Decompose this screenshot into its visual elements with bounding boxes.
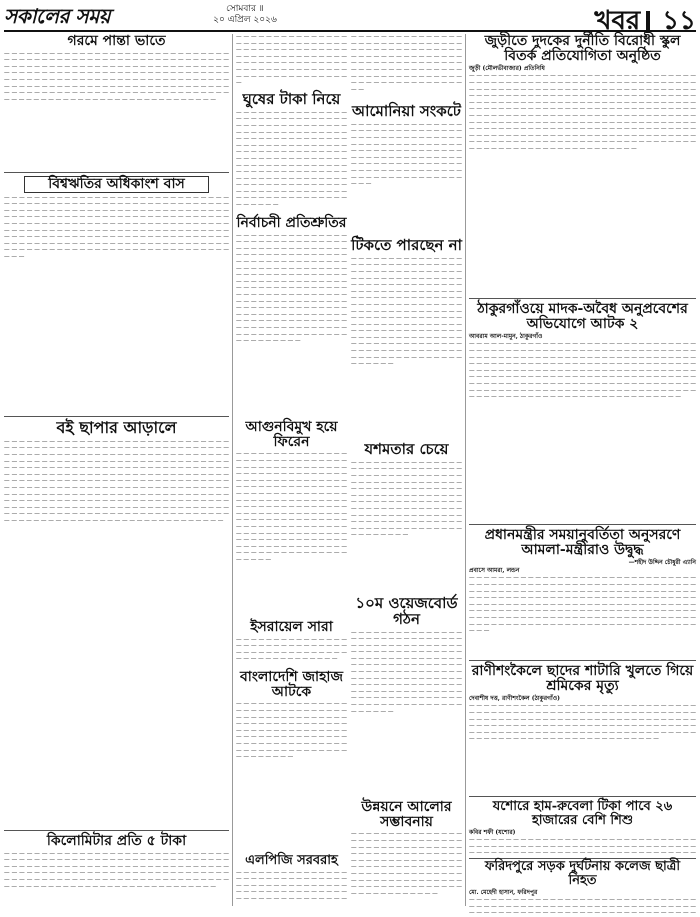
article bbox=[469, 859, 696, 910]
article-headline: আমোনিয়া সংকটে bbox=[352, 102, 461, 120]
article-byline: মো. মেহেদী হাসান, ফরিদপুর bbox=[469, 889, 538, 897]
article-headline: রাণীশংকৈলে ছাদের শাটারি খুলতে গিয়ে শ্রমিকের মৃত্যু bbox=[471, 663, 694, 694]
article bbox=[4, 420, 229, 826]
article bbox=[4, 34, 229, 170]
article bbox=[236, 216, 347, 416]
article-body: — — — — — — — — — — — — — — — — — — — — — — — — — — — — — — — — — — — — — — — — — — — — — — — — — — — — — — — — — — — — — — — — — — — — — — — — — — — — — — — — — — — — — — — — — — — — — — — — — — — — — — — — — — — — — — — — — — — — — — — — — — — — — — — — — — — — — — — — — — — — — — — — — — — — — — — — — — — — — — — — — — — — — — — — — — — — — — — — — — — — — — — — — — bbox=[351, 629, 462, 715]
article-headline: বাংলাদেশি জাহাজ আটকে bbox=[239, 669, 344, 700]
article-byline: দেবাশীষ দত্ত, রাণীশংকৈল (ঠাকুরগাঁও) bbox=[469, 695, 560, 703]
article-body: — — — — — — — — — — — — — — — — — — — — — — — — — — — — — — — — — — — — — — — — — — — — — — — — — — — — — — — — — — — — — — — — — — — — — — — — — — — — — — — — — — — — — — — — — — — — — — — — — — — — — — — — — — — — — — — — — — — — — — — — — — — — — — — — — — — — — — — — — — — — — — — — — — — — — — — — — — — — — — — — — — — — — — — — — — — — — — — — — — — — — — — — — — — — — — — — — — — — — — — — — — — — — — — — — — — — — — — — — — — — — — — — — — — — — — — — — — — — — — — — — — — — — — bbox=[351, 255, 462, 368]
article-body: — — — — — — — — — — — — — — — — — — — — — — — — — — — — — — — — — — — — — — — — — — — — — — — — — — — — — — — — — — — — — — — — — — — — — — — — — — — — — — — — — — — — — — — — — — — — — — — — — — — — — — — — — — — — — — — — — — — — — — — — — — — — — — — — — — — — — — — — — — — — — — — — — — — — — — — — — — — — — — — — — — — — — — — — — — — — — — — — — — — — — — — — — — — — — — — — — — — — — — — — — — — — — — — — — — — — — — — — — — — — — — — — — — — — — — — — — — — — — — — — — — — — — — — — — — — — — — — — — — — — — — — — — — — — — — — — — — — — — bbox=[469, 341, 696, 401]
article-body: — — — — — — — — — — — — — — — — — — — — — — — — — — — — — — — — — — — — — — — — — — — — — — — — — — — — — — — — — — — — — — — — — — — — — — — — — — — — — — — — — — — — — — — — — — — — — — — — — — — — — — — — — — — — — — — — — — — — — — — — — — — — — — — — — — — — — — — — — — bbox=[351, 121, 462, 188]
article-body: — — — — — — — — — — — — — — — — — — — — — — — — — — — — — — — — — — — — — — — — — — — — — — — — — — — — — — — — — — — — — — — — — — — — — — — — — — — — — — — — — — — — — — — — — — — — — — — — — — — — — — — — — — — — — — — — — — — — — — — — — — — — — — — — bbox=[236, 701, 347, 761]
section-divider bbox=[646, 11, 650, 33]
article-body: — — — — — — — — — — — — — — — — — — — — — — — — — — — — — — — — — — — — — — — — — — — — — — — — — — — — — — — — — — — — — — — — — — — — — — — — — — — — — — — — — — — — — — — — — — — — — — — — — — — — — — — — — — — — — — — — — — — — — — — — — — — — — — — — — — — — — — — — — — — — — — — — — — — — — — — — — — — — — — — — — — — — — — — — — — — — — — — — — — — — — — — — — — — — — — — — — — — — — — — — — — — — — — — — — — — — — — — — — — — — — — — — — — — — — — — — — — — — — — — — — — — — — — — — — — — — — — — — — — — — — — — — — — — — — — — — — — — — — — — — — — — — — — — — — — — — — — — — — — — — — — — — — — — — — — — — — — — — — — — — — — — — — — — — — — — — — — — — — — — — — — — — — — — — — — — — — — — — — — — — — — — — bbox=[469, 73, 696, 152]
article bbox=[351, 800, 462, 906]
page-number: ১১ bbox=[662, 6, 696, 36]
column-3 bbox=[469, 33, 696, 910]
article bbox=[236, 854, 347, 906]
article-body: — — — — — — — — — — — — — — — — — — — — — — — — — — — — — — — — — — — — — — — — — — — — — — — — — — — — — — — — — — — — — — — — — — — — — — — — — — — — — — — — — — — — — — — — — — — — — — — — — — — — — — — — — — — — — — — — — — — — — — — — — — — — — — — — — — — — — — — — — — — — — — — — — — — — — — — — — — — — — — — — — — — — — — — — — — — — — — — — — — — — — — — — — — — — — — — — — — — — — — — — — — — — — — — — — — — — — — — — — — — — — — — — — — — — — — — — — — — — — — — — — — — — — bbox=[236, 451, 347, 563]
article-headline: গরমে পান্তা ভাতে bbox=[67, 33, 166, 49]
article bbox=[236, 620, 347, 666]
article-headline: যশমতার চেয়ে bbox=[364, 440, 449, 458]
article-body: — — — — — — — — — — — — — — — — — — — — — — — — — — — — — — — — — — — — — — — — — — — — — — — — — — — — — — — — — — — — — — — — — — — — — — — — — — — — — — — — — — — — — — — — — — — — — — — — — — — — — — — — — — — — — — — — — — — — — — — — — — — — — — — — — — — — — — — — — — — — — — — — — — — — — — — — — — — — — — — — — — — — — — — — — — — — — bbox=[351, 459, 462, 539]
column-rule bbox=[232, 34, 233, 906]
article-separator bbox=[4, 830, 229, 831]
issue-day: সোমবার ॥ bbox=[226, 4, 264, 14]
article-body: — — — — — — — — — — — — — — — — — — — — — — — — — — — — — — — — — — — — — — — — — — — — — — — — — — — — — — — — — — — — — — — — — — — — — — — — — — — — — — — — — — — — — — — — — — — — — — — — — — — — — — — — — — — — — — — — — — — — — — — — — — — — — — — — — — — — — — — — — — — — — — — — — — — — — — — — — — — — — — — — — — — — — — — — — — — — — — — — — — — — — — — — — — — — — — — — — — — — — — — — — — — — — — — — — — — — — — — — — — — — — — — — — — — — — — — — — — — — — — — bbox=[4, 50, 229, 103]
article bbox=[469, 528, 696, 656]
article-headline: জুড়ীতে দুদকের দুর্নীতি বিরোধী স্কুল বিতর্ক প্রতিযোগিতা অনুষ্ঠিত bbox=[484, 33, 681, 64]
article-body: — — — — — — — — — — — — — — — — — — — — — — — — — — — — — — — — — — — — — — — — — — — — — — — — — — — — — — — — — — — — — — — — — — — — — — — — — — — — — — — — — — — — — — — — — — — — — — — — — — — — — — — — — — — — — — — — — — — — — — — — — — — — — — — — — — — — — — — — — — — — — — — — — — — — — — — — — — — — — — — — — — — — — — — — — — — — — — — — — — — bbox=[4, 850, 229, 890]
article-body: — — — — — — — — — — — — — — — — — — — — — — — — — — — — — — — — — — — — — — — — — — — — — — — — — — — — — — — — — — — — — — — — — — — — — — — — — — — — — — — — — — — — — — — — — — — — — — — — — — — — — — — — — — — — — — — — — — — — — — — — — — — — — — — — — — — — — — — — — — — — — — — — — — — — — — — — — — — — — — — — — — — — — — — — — — — — — — — — — — — — — bbox=[469, 703, 696, 743]
article-byline: কবির শফী (যশোর) bbox=[469, 829, 516, 837]
issue-date bbox=[200, 4, 290, 26]
article bbox=[469, 302, 696, 520]
article-headline: এলপিজি সরবরাহ bbox=[245, 853, 338, 868]
article-byline: প্রবাসে আমরা, লন্ডন bbox=[469, 567, 520, 575]
article bbox=[469, 664, 696, 792]
article-headline: বই ছাপার আড়ালে bbox=[56, 418, 177, 437]
article bbox=[236, 92, 347, 212]
section-name: খবর bbox=[594, 6, 641, 36]
column-2-right bbox=[351, 34, 462, 906]
article-body: — — — — — — — — — — — — — — — — — — — — — — — — — — — — — — — — — — — — — — — — — — — — — — — — — — — — — — — — — — — bbox=[236, 636, 347, 663]
article bbox=[4, 834, 229, 906]
article-body: — — — — — — — — — — — — — — — — — — — — — — — — — — — — — — — — — — — — — — — — — — — — — — — — — — — — — — — — — — — — — — — — — — — — — — — — — — — — — — — — — — — — — — — — — — — — — — — — — — — — — — — — — — — — — — — — — — — — — — — — — — — — — — — — — — — — — — — — — — — — — — — — — — — — — — — — — — — — — — — — — — — — — — — — — — — — — — — — — — — — — — — — — — — — — — — — — — — — — — — — — — — — — — — — — — — — — — — — bbox=[236, 109, 347, 209]
article-headline: যশোরে হাম-রুবেলা টিকা পাবে ২৬ হাজারের বেশি শিশু bbox=[492, 799, 673, 828]
article-headline: কিলোমিটার প্রতি ৫ টাকা bbox=[46, 833, 187, 849]
article-separator bbox=[469, 524, 696, 525]
article-headline: আগুনবিমুখ হয়ে ফিরেন bbox=[245, 419, 338, 450]
article-headline: ঘুষের টাকা নিয়ে bbox=[242, 90, 341, 108]
column-2 bbox=[236, 34, 462, 906]
article-body: — — — — — — — — — — — — — — — — — — — — — — — — — — — — — — — — — — — — — — — — — — — — — — — — — — — — — — — — — — — — — — — — — — — — — — — — — — — bbox=[236, 869, 347, 903]
article bbox=[351, 238, 462, 438]
article-headline: নির্বাচনী প্রতিশ্রুতির bbox=[236, 215, 347, 231]
article-headline: প্রধানমন্ত্রীর সময়ানুবর্তিতা অনুসরণে আমলা-মন্ত্রীরাও উদ্বুদ্ধ bbox=[484, 527, 681, 558]
article-headline: বিশ্বঋতির অধিকাংশ বাস bbox=[24, 176, 209, 193]
article bbox=[351, 596, 462, 796]
column-2-left bbox=[236, 34, 347, 906]
paper-name-text: সকালের সময় bbox=[4, 4, 111, 28]
article-headline: ঠাকুরগাঁওয়ে মাদক-অবৈধ অনুপ্রবেশের অভিযোগে আটক ২ bbox=[477, 301, 688, 332]
article-headline: ফরিদপুরে সড়ক দুর্ঘটনায় কলেজ ছাত্রী নিহত bbox=[484, 859, 681, 888]
article bbox=[236, 670, 347, 850]
article-body: — — — — — — — — — — — — — — — — — — — — — — — — — — — — — — — — — — — — — — — — — — — — — — — — — — — — — — — — — — — — — — — — — — — — — — — — — — — — — — — — — — — — — — — — — — — — — — — — — — — — — — — — — — — — — — — — — — — — — — — — — — — — — — — — — — — — — — — — — — — — — — — — — — — — — — — — — — — — — — — — — — — — — — — — — — — — — — — — — — — — — — — — — — — — — — — — — — — — — — — — — — — — — — — — — — — — — — — — — — — — — — — — — — — — — — — — — — — — — — — — — — — — — — — — — — — — — — — — — — — — — — — — — — — — — — — — — bbox=[4, 194, 229, 261]
article-body: — — — — — — — — — — — — — — — — — — — — — — — — — — — — — — — — — — — — — — — — — — — — — — — — — — — — — — — — — — — — — — — — — — — — — — — — — — — — — — — — — — — — — — — — — — — — — — — — — — — — — — — — — — — — — — — — — — — — — — — — — — bbox=[351, 34, 462, 93]
column-1 bbox=[4, 34, 229, 906]
article-separator bbox=[469, 796, 696, 797]
article-headline: উন্নয়নে আলোর সম্ভাবনায় bbox=[361, 799, 452, 830]
article-body: — — — — — — — — — — — — — — — — — — — — — — — — — — — — — — — — — — — — — — — — — — — — — — — — — — — — — — — — — — — — — — — — — — — — — — — — — — — — — — — — — — — — — — — — — — — — — — — — — — — — — — — — — — — — — — — — — — — — — — — — — — — — — — — — — — — — — — — — — — — — — — — — — — — bbox=[351, 831, 462, 897]
column-rule bbox=[465, 34, 466, 906]
article-separator bbox=[4, 172, 229, 173]
article bbox=[469, 800, 696, 856]
article-headline: ইসরায়েল সারা bbox=[250, 619, 333, 635]
article-byline: জুড়ী (মৌলভীবাজার) প্রতিনিধি bbox=[469, 65, 545, 73]
issue-date-text: ২০ এপ্রিল ২০২৬ bbox=[213, 15, 277, 25]
article-headline: ১০ম ওয়েজবোর্ড গঠন bbox=[355, 594, 458, 628]
article-body: — — — — — — — — — — — — — — — — — — — — — — — — — — — — — — — — — — — — — — — — — — — — — — — — — — — — — — — — — — — — — — — — — — — — — — — — — — — — — — — — — — — — — — — — — — — — — — — — — — — — — — — — — — — — — — — — — — — — — — — — — — — — — — — — — — — — — — — — — — — — — — — — — — — — — — — — — — — — — — — — — — — — — — — — — — — — — — — — — — — — — — — — — — — — — — — — — — — — — — — — — — — — — — — — — — — — — — — — — — — — — — — — — — — — — — — — — — — — — — — — — — — — — — — — — bbox=[236, 232, 347, 345]
masthead bbox=[4, 2, 696, 36]
article bbox=[236, 420, 347, 616]
article-separator bbox=[4, 416, 229, 417]
article bbox=[351, 442, 462, 592]
article bbox=[351, 104, 462, 234]
article bbox=[469, 34, 696, 294]
paper-name bbox=[4, 2, 110, 35]
article-headline: টিকতে পারছেন না bbox=[351, 236, 462, 254]
article-body: — — — — — — — — — — — — — — — — — — — — — — — — — — — — — — — — — — — — — — — — — — — — — — — — — — — — — — — — — — — — — — — — — — — — — — — — — — — — — — — — — — — — — — — — — — — — — — — — — — — — — — — — — — bbox=[236, 34, 347, 87]
article-body: — — — — — — — — — — — — — — — — — — — — — — — — — — — — — — — — — — — — — — — — — — — — — — — — — — — — — — — — — — — — — — — — — — — — — — — — — — — — — — — — — — — — — — — — — — — — — bbox=[469, 837, 696, 857]
article-author: —শহীদ উদ্দিন চৌধুরী এ্যানি bbox=[628, 559, 696, 567]
article-separator bbox=[469, 660, 696, 661]
article-separator bbox=[469, 298, 696, 299]
article-body: — — — — — — — — — — — — — — — — — — — — — — — — — — — — — — — — — — — — — — — — — — — — — — — — — — — — — — — — — — — — — — — — — — — — — — — — — — — — — — — — — — — — — — — — — — — — — — — — — — — — — — — — — — — — — — — — — — — — — — — — — — — — — — — — — — — — — — — — — — — — — — — — — — — — — — — — — — — — — — — — — — — — — — — — — — — — — — — — — — — — — — — — — — — — — — — — — — — — — — — — — — — — — — — — — — — — — — — — — — — — — — — — — — — — — — — — — — — — — — — — — — — — — — — — — — — bbox=[469, 575, 696, 635]
article bbox=[4, 176, 229, 412]
article-byline: আবরাম আল-মামুন, ঠাকুরগাঁও bbox=[469, 333, 543, 341]
article-body: — — — — — — — — — — — — — — — — — — — — — — — — — — — — — — — — — — — — — — — — — — — — — — — — — — — — — — — — — — — — — — — — — — — — — — — — — — — — — — — — — — — — — — — — — — — — — — — — — — — — — — — — — — — — — — — — — — — — — — — — — — — — — — — — — — — — — — — — — — — — — — — — — — — — — — — — — — — — — — — — — — — — — — — — — — — — — — — — — — — — — — — — — — — — — — — — — — — — — — — — — — — — — — — — — — — — — — — — — — — — — — — — — — — — — — — — — — — — — — — — — — — — — — — — — — — — — — — — — — — — — — — — — — — — — — — — — — — — — — — — — — — — — — — — — — — — — — — — — — — — — — — — — — — — — — — — — — — — — — — — — — — — — — — — — — — — — — — — — — — — — — — — — — — — — — — — — — — — — — — — — — — — — — — — — — — — — — — — — — — — — — — — — — — — — — bbox=[4, 438, 229, 524]
article-body: — — — — — — — — — — — — — — — — — — — — — — — — — — — — — — — — — — — — — — — — — — — — — — — — — — — — — — — — — — — — — — bbox=[469, 897, 696, 910]
